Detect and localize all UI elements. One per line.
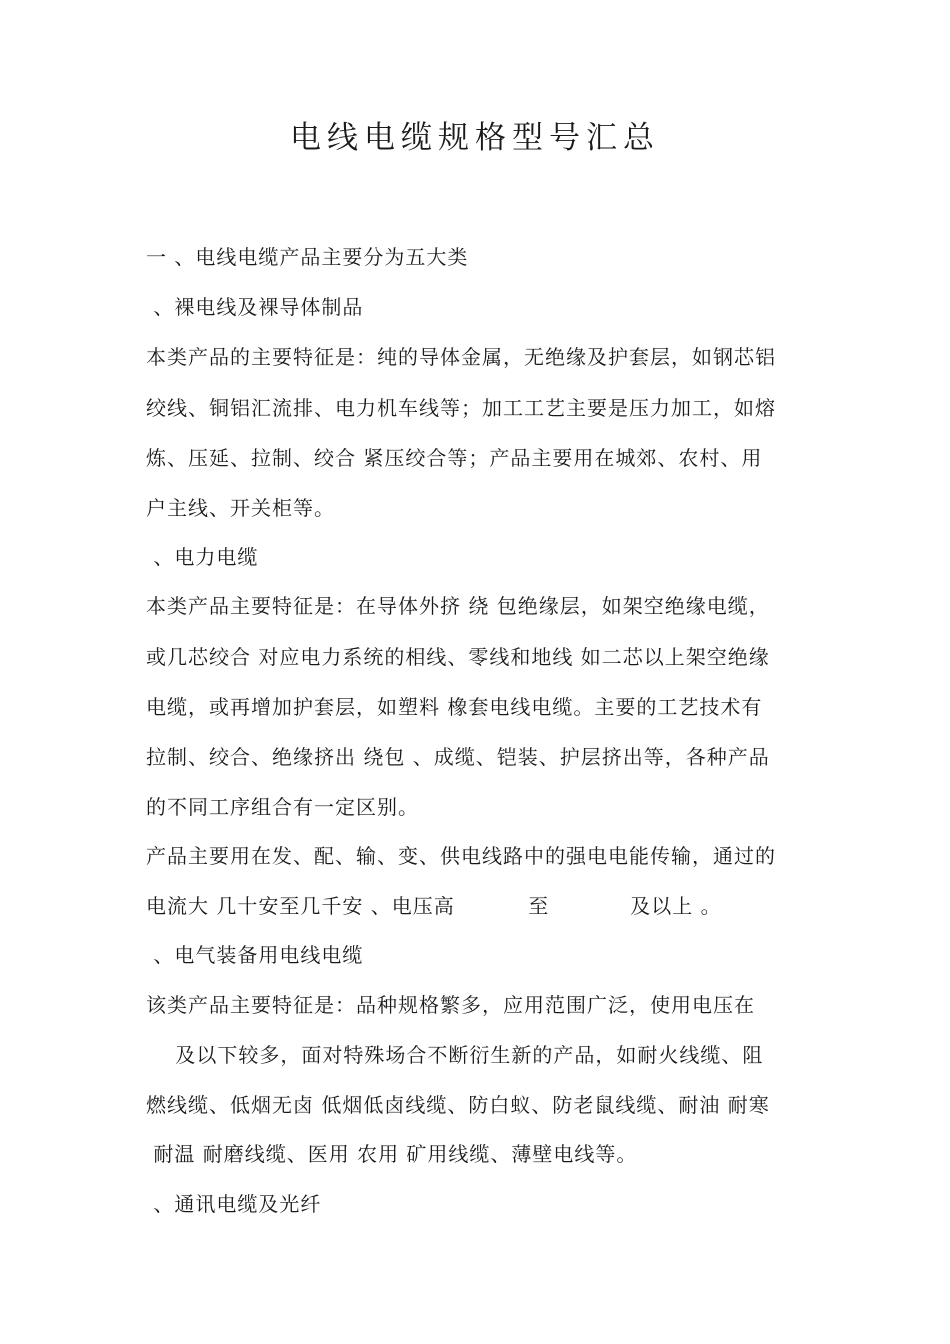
paragraph-line: 绞线、铜铝汇流排、电力机车线等；加工工艺主要是压力加工，如熔: [146, 396, 776, 420]
paragraph-line: 炼、压延、拉制、绞合 紧压绞合等；产品主要用在城郊、农村、用: [146, 446, 763, 470]
section-heading: 一 、电线电缆产品主要分为五大类: [146, 245, 469, 269]
paragraph-line: 及以下较多，面对特殊场合不断衍生新的产品，如耐火线缆、阻: [146, 1043, 764, 1067]
paragraph-line: 电流大 几十安至几千安 、电压高 至 及以上 。: [146, 894, 722, 918]
paragraph-line: 拉制、绞合、绝缘挤出 绕包 、成缆、铠装、护层挤出等，各种产品: [146, 745, 770, 769]
paragraph-line: 户主线、开关柜等。: [146, 496, 335, 520]
paragraph-line: 的不同工序组合有一定区别。: [146, 795, 419, 819]
paragraph-line: 产品主要用在发、配、输、变、供电线路中的强电电能传输，通过的: [146, 844, 776, 868]
document-title: 电线电缆规格型号汇总: [290, 120, 660, 156]
paragraph-line: 电缆，或再增加护套层，如塑料 橡套电线电缆。主要的工艺技术有: [146, 695, 763, 719]
paragraph-line: 或几芯绞合 对应电力系统的相线、零线和地线 如二芯以上架空绝缘: [146, 645, 770, 669]
paragraph-line: 本类产品主要特征是：在导体外挤 绕 包绝缘层，如架空绝缘电缆，: [146, 594, 770, 618]
paragraph-line: 该类产品主要特征是：品种规格繁多，应用范围广泛，使用电压在: [146, 993, 755, 1017]
paragraph-line: 燃线缆、低烟无卤 低烟低卤线缆、防白蚁、防老鼠线缆、耐油 耐寒: [146, 1093, 770, 1117]
paragraph-line: 耐温 耐磨线缆、医用 农用 矿用线缆、薄壁电线等。: [146, 1142, 638, 1166]
subsection-heading: 、电力电缆: [146, 545, 259, 569]
subsection-heading: 、通讯电缆及光纤: [146, 1192, 322, 1216]
subsection-heading: 、电气装备用电线电缆: [146, 943, 364, 967]
paragraph-line: 本类产品的主要特征是：纯的导体金属，无绝缘及护套层，如钢芯铝: [146, 345, 776, 369]
subsection-heading: 、裸电线及裸导体制品: [146, 295, 364, 319]
